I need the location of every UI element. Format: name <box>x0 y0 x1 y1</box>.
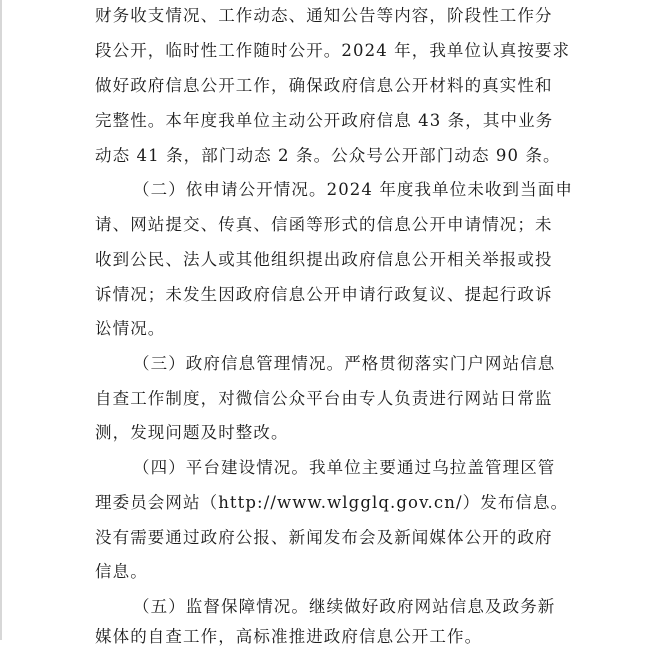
text-line: （四）平台建设情况。我单位主要通过乌拉盖管理区管 <box>133 458 556 477</box>
text-line: 测，发现问题及时整改。 <box>95 423 289 442</box>
text-line: 请、网站提交、传真、信函等形式的信息公开申请情况；未 <box>95 215 553 234</box>
text-line: 财务收支情况、工作动态、通知公告等内容，阶段性工作分 <box>95 6 553 25</box>
page-edge-line <box>0 0 2 640</box>
text-line: 诉情况；未发生因政府信息公开申请行政复议、提起行政诉 <box>95 285 553 304</box>
text-line: （三）政府信息管理情况。严格贯彻落实门户网站信息 <box>133 354 556 373</box>
text-line: 收到公民、法人或其他组织提出政府信息公开相关举报或投 <box>95 250 553 269</box>
text-line: 段公开，临时性工作随时公开。2024 年，我单位认真按要求 <box>95 41 571 60</box>
text-line: （五）监督保障情况。继续做好政府网站信息及政务新 <box>133 597 556 616</box>
text-line: 自查工作制度，对微信公众平台由专人负责进行网站日常监 <box>95 389 553 408</box>
document-page <box>95 0 573 650</box>
text-line: 完整性。本年度我单位主动公开政府信息 43 条，其中业务 <box>95 111 554 130</box>
text-line: 理委员会网站（http://www.wlgglq.gov.cn/）发布信息。 <box>95 493 569 512</box>
text-line: 信息。 <box>95 562 148 581</box>
text-line: 动态 41 条，部门动态 2 条。公众号公开部门动态 90 条。 <box>95 146 561 165</box>
text-line: 没有需要通过政府公报、新闻发布会及新闻媒体公开的政府 <box>95 528 553 547</box>
text-line: 讼情况。 <box>95 319 166 338</box>
text-line: （二）依申请公开情况。2024 年度我单位未收到当面申 <box>133 180 573 199</box>
text-line: 媒体的自查工作，高标准推进政府信息公开工作。 <box>95 627 483 646</box>
text-line: 做好政府信息公开工作，确保政府信息公开材料的真实性和 <box>95 76 553 95</box>
